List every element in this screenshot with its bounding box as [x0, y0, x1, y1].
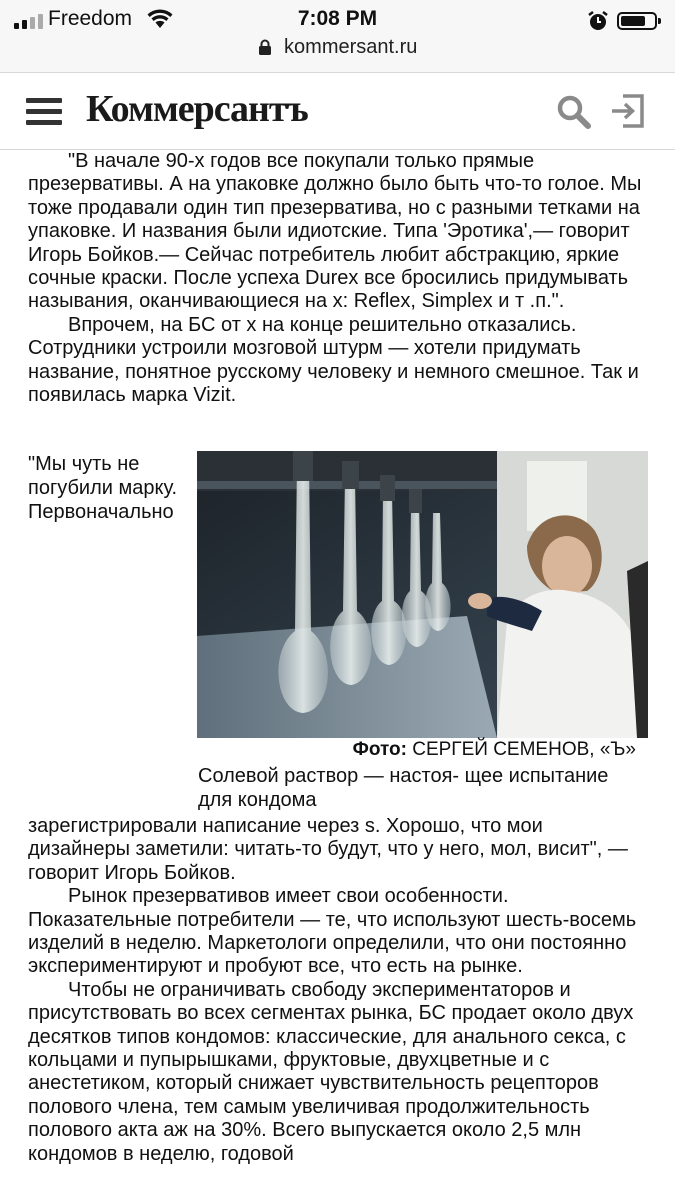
- menu-icon[interactable]: [26, 98, 62, 124]
- article-paragraph: "В начале 90-х годов все покупали только прямые презервативы. А на упаковке должно было быть что-то голое. Мы тоже продавали один тип презерватива, но с разными тетками на упаковке. И названия были идиотские. Типа 'Эротика',— говорит Игорь Бойков.— Сейчас потребитель любит абстракцию, яркие сочные краски. После успеха Durex все бросились придумывать называния, оканчивающиеся на x: Reflex, Simplex и т .п.".: [28, 150, 642, 313]
- lock-icon: [258, 39, 272, 56]
- status-time: 7:08 PM: [297, 7, 378, 30]
- photo-credit-label: Фото:: [352, 739, 407, 760]
- address-bar[interactable]: [0, 36, 675, 64]
- article-text-top: [28, 150, 648, 407]
- search-icon[interactable]: [556, 94, 592, 130]
- site-header: [0, 72, 675, 150]
- article-body: [0, 150, 675, 1200]
- article-photo[interactable]: [197, 451, 648, 738]
- url-text: kommersant.ru: [284, 36, 418, 58]
- lab-photo-image: [197, 451, 648, 738]
- carrier-name: Freedom: [48, 7, 133, 30]
- alarm-clock-icon: [587, 10, 609, 32]
- article-side-text: "Мы чуть не погубили марку. Первоначально: [28, 453, 178, 523]
- article-text-bottom: [28, 815, 648, 1166]
- article-paragraph: Рынок презервативов имеет свои особенности. Показательные потребители — те, что используют шесть-восемь изделий в неделю. Маркетологи определили, что они постоянно экспериментируют и пробуют все, что есть на рынке.: [28, 885, 637, 978]
- photo-caption: Солевой раствор — настоя- щее испытание для кондома: [198, 765, 609, 811]
- login-icon[interactable]: [610, 92, 646, 130]
- photo-credit-name: СЕРГЕЙ СЕМЕНОВ, «Ъ»: [412, 739, 636, 760]
- article-paragraph: зарегистрировали написание через s. Хорошо, что мои дизайнеры заметили: читать-то будут, что у него, мол, висит", — говорит Игорь Бойков.: [28, 815, 628, 884]
- article-paragraph: Впрочем, на БС от х на конце решительно отказались. Сотрудники устроили мозговой штурм — хотели придумать название, понятное русскому человеку и немного смешное. Так и появилась марка Vizit.: [28, 313, 639, 407]
- status-bar: [0, 0, 675, 72]
- article-paragraph: Чтобы не ограничивать свободу экспериментаторов и присутствовать во всех сегментах рынка, БС продает около двух десятков типов кондомов: классические, для анального секса, с кольцами и пупырышками, фруктовые, двухцветные и с анестетиком, который снижает чувствительность рецепторов полового члена, тем самым увеличивая продолжительность полового акта аж на 30%. Всего выпускается около 2,5 млн кондомов в неделю, годовой: [28, 978, 634, 1165]
- battery-icon: [617, 12, 657, 30]
- site-logo[interactable]: Коммерсантъ: [86, 88, 308, 130]
- photo-credit: [197, 738, 636, 762]
